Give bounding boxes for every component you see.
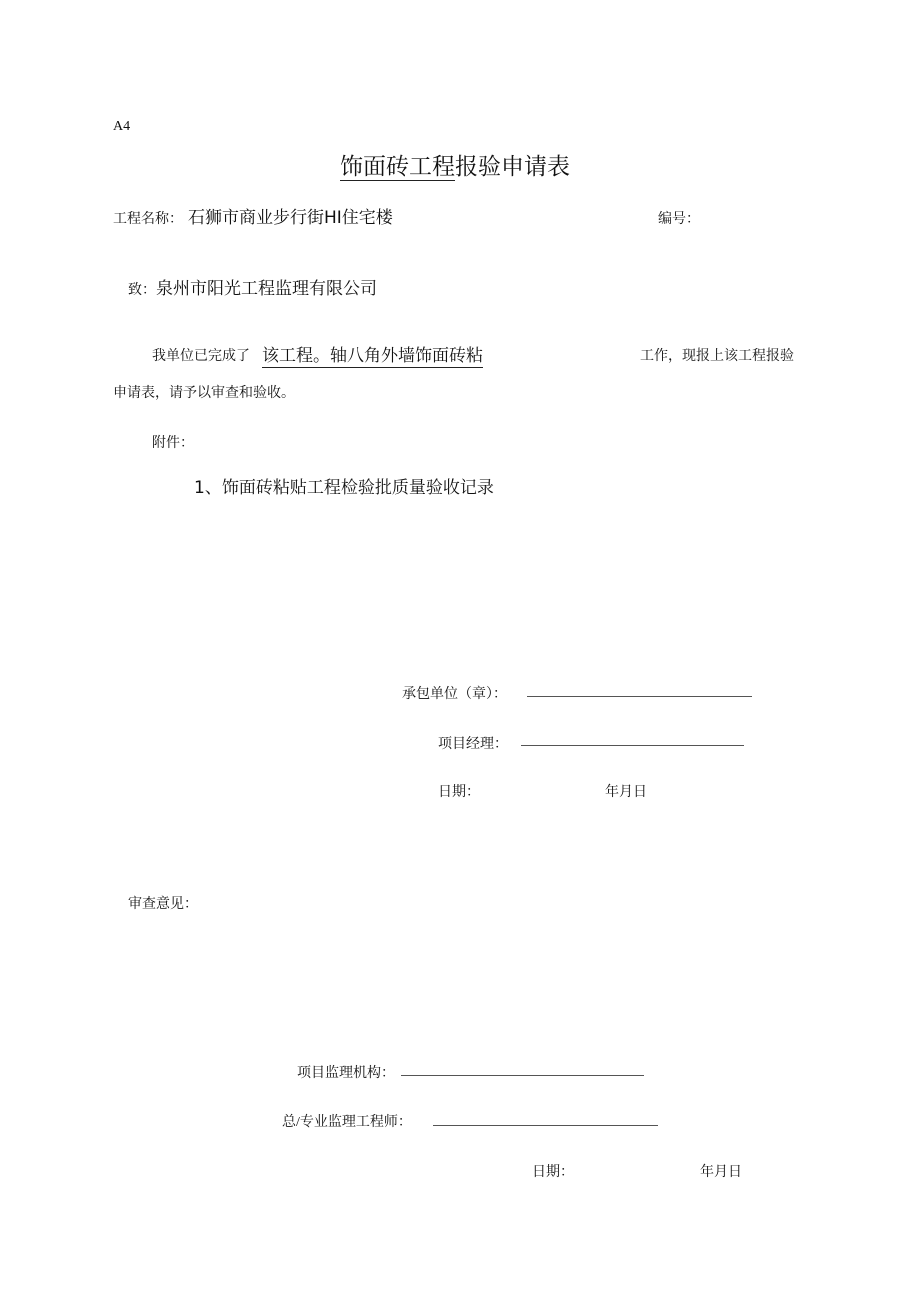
contractor-unit-signature-line — [527, 696, 752, 697]
contractor-date-label: 日期： — [438, 785, 480, 800]
body-work-item-text: 该工程。轴八角外墙饰面砖粘 — [262, 346, 483, 366]
form-title-underlined: 饰面砖工程 — [340, 154, 455, 179]
recipient-label: 致： — [128, 283, 156, 298]
supervision-date-label: 日期： — [532, 1165, 574, 1180]
supervision-date-suffix: 年月日 — [700, 1165, 742, 1180]
contractor-date-suffix: 年月日 — [605, 785, 647, 800]
review-opinion-label: 审查意见： — [128, 897, 198, 912]
attachments-label: 附件： — [152, 436, 194, 451]
recipient-value: 泉州市阳光工程监理有限公司 — [156, 279, 377, 299]
project-manager-label: 项目经理： — [438, 737, 508, 752]
body-suffix: 工作，现报上该工程报验 — [640, 349, 794, 364]
supervision-org-signature-line — [401, 1075, 644, 1076]
form-code: A4 — [113, 119, 131, 134]
body-line2: 申请表，请予以审查和验收。 — [113, 386, 295, 401]
body-prefix: 我单位已完成了 — [152, 349, 250, 364]
project-name-value: 石狮市商业步行街HI住宅楼 — [188, 208, 393, 228]
supervising-engineer-signature-line — [433, 1125, 658, 1126]
contractor-unit-label: 承包单位（章）： — [402, 687, 507, 702]
form-title-rest: 报验申请表 — [455, 154, 570, 179]
project-manager-signature-line — [521, 745, 744, 746]
document-number-label: 编号： — [658, 212, 700, 227]
project-name-label: 工程名称： — [113, 212, 183, 227]
supervision-org-label: 项目监理机构： — [297, 1066, 395, 1081]
body-work-item — [262, 341, 483, 366]
supervising-engineer-label: 总/专业监理工程师： — [282, 1115, 412, 1130]
attachment-item: 1、饰面砖粘贴工程检验批质量验收记录 — [194, 478, 494, 498]
form-title — [340, 148, 570, 181]
